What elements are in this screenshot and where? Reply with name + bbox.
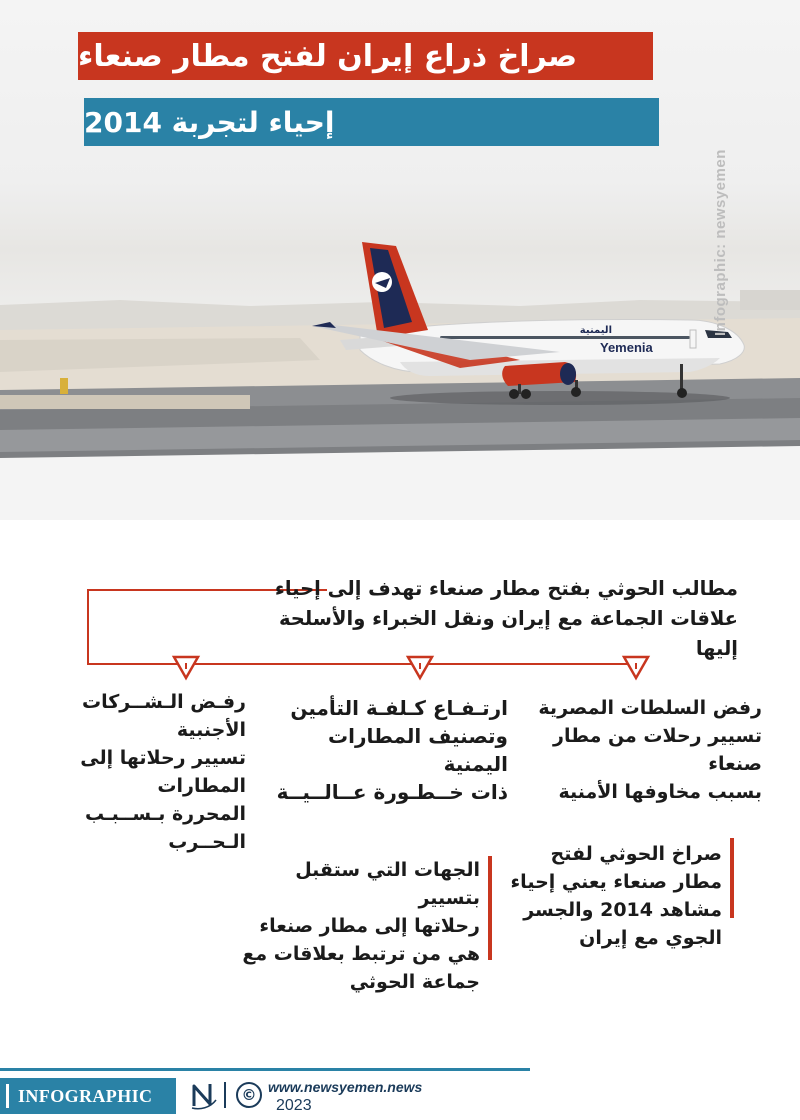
main-title-text: صراخ ذراع إيران لفتح مطار صنعاء [78,38,578,74]
note-line: مطار صنعاء يعني إحياء [510,871,722,893]
note-2014-revival [500,840,722,952]
note-accent-bar [488,856,492,960]
point-line: تسيير رحلاتها إلى المطارات [80,747,246,797]
point-line: تسيير رحلات من مطار صنعاء [553,725,762,775]
infographic-tag-text: INFOGRAPHIC [18,1085,153,1106]
main-statement-line: علاقات الجماعة مع إيران ونقل الخبراء والأسلحة إليها [278,607,738,660]
footer-separator [224,1082,226,1108]
note-line: مشاهد 2014 والجسر [523,899,722,921]
subtitle-text: إحياء لتجربة 2014 [84,105,335,139]
copyright-symbol: © [241,1086,257,1104]
airline-label: Yemenia [600,340,653,355]
copyright-icon [236,1082,262,1108]
note-line: الجوي مع إيران [579,927,722,949]
newsyemen-logo-icon [190,1080,218,1110]
point-line: وتصنيف المطارات اليمنية [328,724,508,776]
point-egypt-refusal [510,694,762,806]
airline-label-arabic: اليمنية [579,325,612,336]
note-line: صراخ الحوثي لفتح [550,843,722,865]
note-line: رحلاتها إلى مطار صنعاء [259,915,480,937]
point-line: ارتـفـاع كـلفـة التأمين [290,696,508,720]
footer-year: 2023 [276,1097,312,1114]
footer-divider [0,1068,530,1071]
main-statement [260,574,738,664]
note-line: جماعة الحوثي [349,971,480,993]
point-line: المحررة بـســبـب الـحــرب [85,803,246,853]
arrow-down-icon [174,657,198,678]
website-link[interactable]: www.newsyemen.news [268,1079,423,1095]
point-line: رفض السلطات المصرية [538,697,762,719]
point-line: بسبب مخاوفها الأمنية [558,781,762,803]
infographic-tag [0,1078,176,1114]
infographic-watermark: Infographic: newsyemen [712,149,729,336]
main-statement-line: مطالب الحوثي بفتح مطار صنعاء تهدف إلى إحياء [274,577,738,600]
point-line: ذات خــطـورة عــالــيــة [276,780,508,804]
point-insurance-cost [268,694,508,806]
note-line: الجهات التي ستقبل بتسيير [295,859,480,909]
note-houthi-partners [236,856,480,996]
point-line: رفـض الـشــركات الأجنبية [82,691,246,741]
point-foreign-companies [14,688,246,856]
note-accent-bar [730,838,734,918]
note-line: هي من ترتبط بعلاقات مع [242,943,480,965]
